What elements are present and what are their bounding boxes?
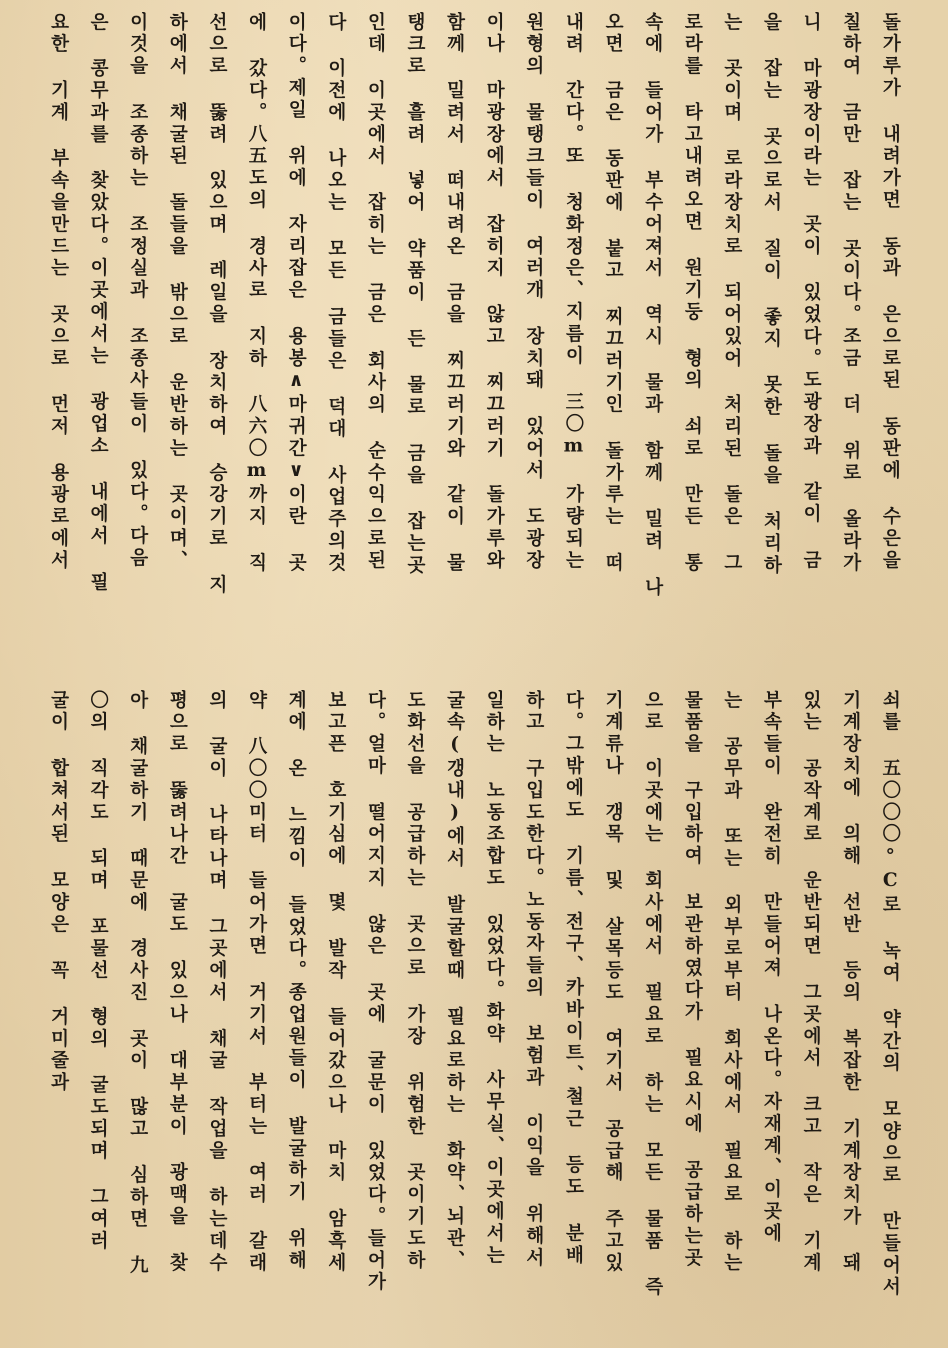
text-column: 다。그밖에도 기름、전구、카바이트、철근 등도 분배 [562, 690, 584, 1267]
text-column: 쇠를 五〇〇〇°C로 녹여 약간의 모양으로 만들어서 [879, 690, 901, 1299]
text-column: 니 마광장이라는 곳이 있었다。도광장과 같이 금 [800, 12, 822, 572]
text-column: 탱크로 흘려 넣어 약품이 든 물로 금을 잡는곳 [404, 12, 426, 577]
text-column: 굴이 합쳐서된 모양은 꼭 거미줄과 [48, 690, 69, 1095]
text-column: 굴속(갱내)에서 발굴할때 필요로하는 화약、뇌관、 [444, 690, 466, 1272]
text-column: 는 곳이며 로라장치로 되어있어 처리된 돌은 그 [721, 12, 743, 575]
text-column: 함께 밀려서 떠내려온 금을 찌끄러기와 같이 물 [444, 12, 466, 575]
text-column: 보고픈 호기심에 몇 발작 들어갔으나 마치 암흑세 [325, 690, 347, 1275]
text-column: 는 공무과 또는 외부로부터 회사에서 필요로 하는 [721, 690, 743, 1275]
text-column: 물품을 구입하여 보관하였다가 필요시에 공급하는곳 [681, 690, 703, 1270]
text-column: 하고 구입도한다。노동자들의 보험과 이익을 위해서 [523, 690, 545, 1270]
text-column: 기계류나 갱목 및 살목등도 여기서 공급해 주고있 [602, 690, 624, 1275]
text-column: 은 콩무과를 찾았다。이곳에서는 광업소 내에서 필 [87, 12, 109, 594]
upper-text-block [40, 12, 908, 662]
text-column: 원형의 물탱크들이 여러개 장치돼 있어서 도광장 [523, 12, 545, 572]
text-column: 이다。제일 위에 자리잡은 용봉∧마귀간∨이란 곳 [285, 12, 307, 575]
text-column: 부속들이 완전히 만들어져 나온다。자재계、이곳에 [760, 690, 782, 1245]
text-column: 하에서 채굴된 돌들을 밖으로 운반하는 곳이며、 [166, 12, 188, 572]
text-column: 돌가루가 내려가면 동과 은으로된 동판에 수은을 [879, 12, 901, 572]
text-column: 칠하여 금만 잡는 곳이다。조금 더 위로 올라가 [840, 12, 862, 575]
text-column: 속에 들어가 부수어져서 역시 물과 함께 밀려 나 [642, 12, 664, 599]
text-column: 인데 이곳에서 잡히는 금은 회사의 순수익으로된 [364, 12, 386, 572]
text-column: 오면 금은 동판에 붙고 찌끄러기인 돌가루는 떠 [602, 12, 624, 575]
text-column: 도화선을 공급하는 곳으로 가장 위험한 곳이기도하 [404, 690, 426, 1272]
text-column: 이것을 조종하는 조정실과 조종사들이 있다。다음 [127, 12, 149, 570]
text-column: 일하는 노동조합도 있었다。화약 사무실、이곳에서는 [483, 690, 505, 1267]
text-column: 있는 공작계로 운반되면 그곳에서 크고 작은 기계 [800, 690, 822, 1275]
text-column: 계에 온 느낌이 들었다。종업원들이 발굴하기 위해 [285, 690, 307, 1272]
text-column: 의 굴이 나타나며 그곳에서 채굴 작업을 하는데수 [206, 690, 228, 1275]
text-column: 기계장치에 의해 선반 등의 복잡한 기계장치가 돼 [840, 690, 862, 1275]
text-column: 평으로 뚫려나간 굴도 있으나 대부분이 광맥을 찾 [166, 690, 188, 1275]
text-column: 〇의 직각도 되며 포물선 형의 굴도되며 그여러 [87, 690, 109, 1253]
text-column: 다 이전에 나오는 모든 금들은 덕대 사업주의것 [325, 12, 347, 575]
text-column: 으로 이곳에는 회사에서 필요로 하는 모든 물품 즉 [642, 690, 664, 1299]
lower-text-block [40, 690, 908, 1335]
text-column: 내려 간다。또 청화정은、지름이 三〇m 가량되는 [562, 12, 584, 572]
text-column: 을 잡는 곳으로서 질이 좋지 못한 돌을 처리하 [760, 12, 782, 577]
text-column: 로라를 타고내려오면 원기둥 형의 쇠로 만든 통 [681, 12, 703, 575]
text-column: 에 갔다。八五도의 경사로 지하 八六〇m까지 직 [246, 12, 268, 575]
text-column: 약 八〇〇미터 들어가면 거기서 부터는 여러 갈래 [246, 690, 268, 1275]
text-column: 이나 마광장에서 잡히지 않고 찌끄러기 돌가루와 [483, 12, 505, 572]
text-column: 선으로 뚫려 있으며 레일을 장치하여 승강기로 지 [206, 12, 228, 597]
text-column: 다。얼마 떨어지지 않은 곳에 굴문이 있었다。들어가 [364, 690, 386, 1294]
text-column: 아 채굴하기 때문에 경사진 곳이 많고 심하면 九 [127, 690, 149, 1277]
text-column: 요한 기계 부속을만드는 곳으로 먼저 용광로에서 [48, 12, 69, 572]
